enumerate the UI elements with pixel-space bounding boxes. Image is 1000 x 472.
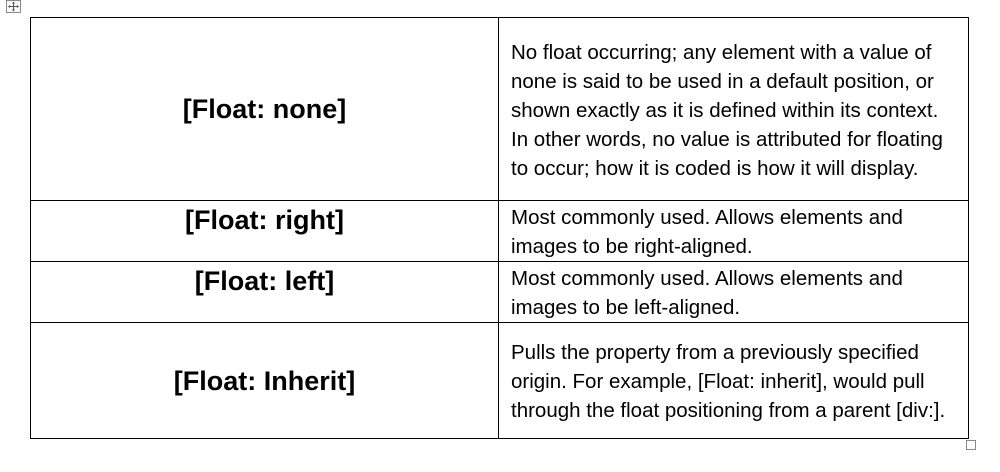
float-inherit-label[interactable]: [Float: Inherit] bbox=[31, 323, 499, 439]
float-inherit-description[interactable]: Pulls the property from a previously specified origin. For example, [Float: inherit], would pull through the float positioning from a parent [div:]. bbox=[499, 323, 969, 439]
float-none-label[interactable]: [Float: none] bbox=[31, 18, 499, 201]
float-values-table bbox=[30, 17, 969, 439]
float-left-label[interactable]: [Float: left] bbox=[31, 262, 499, 323]
table-row-float-left bbox=[31, 262, 969, 323]
table-row-float-none bbox=[31, 18, 969, 201]
float-left-description[interactable]: Most commonly used. Allows elements and images to be left-aligned. bbox=[499, 262, 969, 323]
table-resize-handle-icon[interactable] bbox=[966, 440, 976, 450]
table-row-float-right bbox=[31, 201, 969, 262]
float-right-description[interactable]: Most commonly used. Allows elements and images to be right-aligned. bbox=[499, 201, 969, 262]
table-row-float-inherit bbox=[31, 323, 969, 439]
table-move-handle-icon[interactable] bbox=[6, 0, 21, 13]
float-right-label[interactable]: [Float: right] bbox=[31, 201, 499, 262]
float-none-description[interactable]: No float occurring; any element with a value of none is said to be used in a default position, or shown exactly as it is defined within its context. In other words, no value is attributed for floating to occur; how it is coded is how it will display. bbox=[499, 18, 969, 201]
